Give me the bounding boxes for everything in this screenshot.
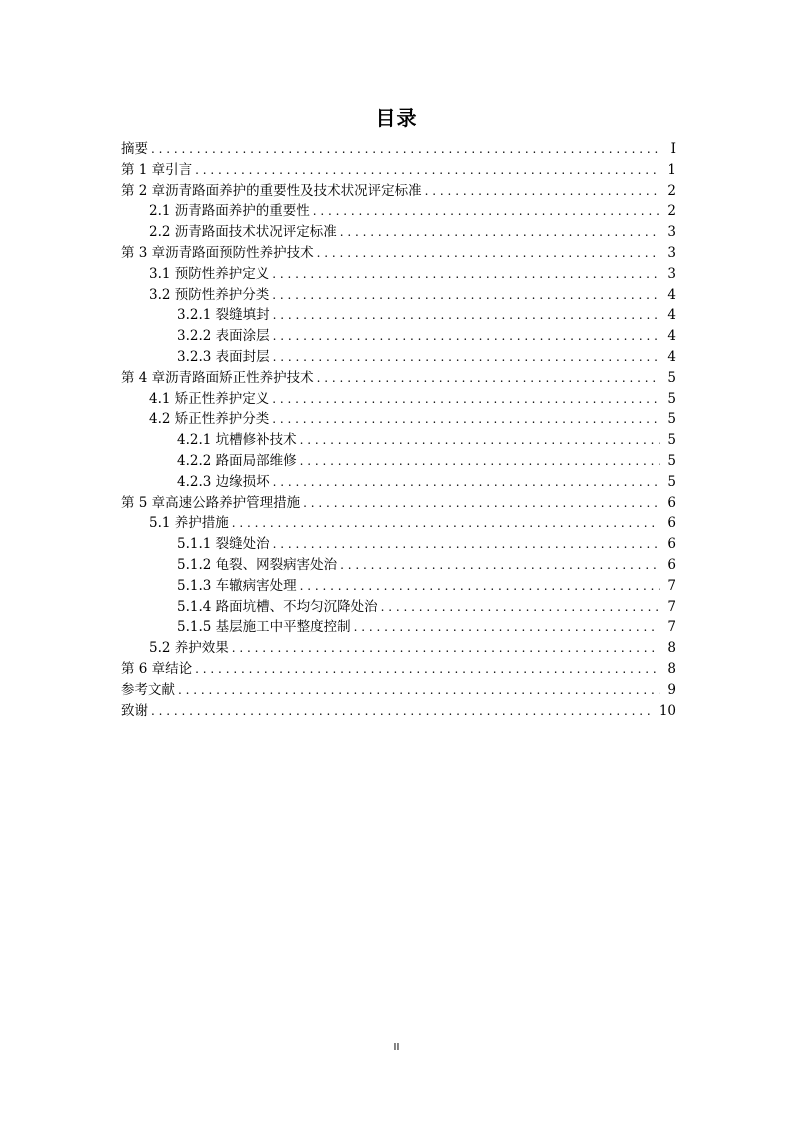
toc-dot-leader [340, 222, 660, 243]
toc-entry-label: 5.1.1 裂缝处治 [177, 536, 270, 553]
toc-entry-page-number: 4 [667, 328, 676, 345]
toc-entry-label: 3.2.1 裂缝填封 [177, 307, 270, 324]
toc-entry-label: 3.1 预防性养护定义 [149, 265, 270, 282]
table-of-contents [121, 139, 676, 721]
toc-dot-leader [232, 638, 660, 659]
toc-entry-label: 4.1 矫正性养护定义 [149, 390, 270, 407]
toc-entry-label: 5.1.2 龟裂、网裂病害处治 [177, 556, 338, 573]
toc-entry[interactable] [121, 326, 676, 347]
toc-dot-leader [273, 326, 660, 347]
page-number: II [393, 1042, 400, 1053]
toc-entry-page-number: 6 [667, 494, 676, 511]
toc-dot-leader [272, 389, 660, 410]
toc-entry-label: 第 2 章沥青路面养护的重要性及技术状况评定标准 [121, 182, 422, 199]
toc-entry-label: 4.2.2 路面局部维修 [177, 452, 297, 469]
toc-entry[interactable] [121, 472, 676, 493]
toc-entry-label: 第 6 章结论 [121, 660, 193, 677]
toc-dot-leader [272, 409, 660, 430]
toc-entry-label: 4.2.1 坑槽修补技术 [177, 432, 297, 449]
toc-entry[interactable] [121, 534, 676, 555]
toc-entry-label: 3.2.2 表面涂层 [177, 328, 270, 345]
toc-entry[interactable] [121, 430, 676, 451]
toc-entry-page-number: 5 [667, 390, 676, 407]
toc-entry-label: 第 1 章引言 [121, 161, 193, 178]
toc-entry[interactable] [121, 617, 676, 638]
toc-dot-leader [300, 451, 660, 472]
toc-entry-label: 第 5 章高速公路养护管理措施 [121, 494, 301, 511]
toc-entry-page-number: 7 [667, 619, 676, 636]
toc-entry-label: 3.2.3 表面封层 [177, 348, 270, 365]
toc-dot-leader [151, 701, 653, 722]
toc-dot-leader [178, 680, 660, 701]
toc-entry-label: 4.2.3 边缘损坏 [177, 473, 270, 490]
toc-entry-label: 5.1.4 路面坑槽、不均匀沉降处治 [177, 598, 378, 615]
toc-entry-label: 第 3 章沥青路面预防性养护技术 [121, 244, 314, 261]
toc-dot-leader [232, 513, 660, 534]
toc-entry[interactable] [121, 597, 676, 618]
toc-entry-page-number: 2 [667, 203, 676, 220]
toc-entry-label: 5.1.5 基层施工中平整度控制 [177, 619, 351, 636]
toc-entry-page-number: 5 [667, 452, 676, 469]
toc-dot-leader [425, 181, 660, 202]
toc-dot-leader [272, 285, 660, 306]
toc-entry[interactable] [121, 576, 676, 597]
toc-entry[interactable] [121, 181, 676, 202]
toc-entry-page-number: 8 [667, 660, 676, 677]
toc-entry-page-number: 10 [658, 702, 676, 719]
toc-entry-label: 5.1.3 车辙病害处理 [177, 577, 297, 594]
toc-entry-page-number: 7 [667, 598, 676, 615]
toc-dot-leader [272, 264, 660, 285]
toc-dot-leader [195, 160, 660, 181]
toc-entry-label: 致谢 [121, 702, 148, 719]
toc-entry-page-number: 6 [667, 556, 676, 573]
toc-dot-leader [273, 305, 660, 326]
toc-entry[interactable] [121, 222, 676, 243]
toc-entry-page-number: 9 [667, 681, 676, 698]
toc-dot-leader [381, 597, 660, 618]
toc-entry[interactable] [121, 305, 676, 326]
toc-entry[interactable] [121, 243, 676, 264]
toc-entry[interactable] [121, 451, 676, 472]
toc-entry-label: 2.2 沥青路面技术状况评定标准 [149, 224, 337, 241]
toc-entry[interactable] [121, 701, 676, 722]
toc-entry-page-number: 5 [667, 432, 676, 449]
toc-entry-page-number: 5 [667, 369, 676, 386]
toc-dot-leader [273, 534, 660, 555]
toc-entry[interactable] [121, 347, 676, 368]
toc-entry-label: 摘要 [121, 141, 148, 157]
toc-entry[interactable] [121, 160, 676, 181]
toc-entry-label: 5.2 养护效果 [149, 640, 229, 657]
toc-dot-leader [195, 659, 660, 680]
toc-entry-page-number: 5 [667, 473, 676, 490]
toc-entry-page-number: 4 [667, 348, 676, 365]
toc-entry[interactable] [121, 264, 676, 285]
toc-dot-leader [317, 243, 660, 264]
toc-entry[interactable] [121, 139, 676, 160]
toc-entry-label: 3.2 预防性养护分类 [149, 286, 270, 303]
toc-entry[interactable] [121, 285, 676, 306]
toc-dot-leader [300, 430, 660, 451]
toc-entry-page-number: 7 [667, 577, 676, 594]
toc-entry-page-number: 4 [667, 307, 676, 324]
toc-entry[interactable] [121, 201, 676, 222]
toc-entry[interactable] [121, 493, 676, 514]
page-title: 目录 [375, 106, 418, 130]
toc-entry-page-number: 6 [667, 515, 676, 532]
toc-entry[interactable] [121, 680, 676, 701]
toc-entry[interactable] [121, 555, 676, 576]
toc-entry-label: 5.1 养护措施 [149, 515, 229, 532]
toc-dot-leader [273, 472, 660, 493]
toc-entry-label: 2.1 沥青路面养护的重要性 [149, 203, 310, 220]
toc-entry-page-number: 8 [667, 640, 676, 657]
toc-dot-leader [300, 576, 660, 597]
toc-dot-leader [317, 368, 660, 389]
toc-dot-leader [354, 617, 660, 638]
toc-entry[interactable] [121, 513, 676, 534]
toc-entry-label: 第 4 章沥青路面矫正性养护技术 [121, 369, 314, 386]
toc-entry-page-number: 5 [667, 411, 676, 428]
toc-entry-page-number: 2 [667, 182, 676, 199]
toc-entry-page-number: 3 [667, 244, 676, 261]
toc-dot-leader [313, 201, 660, 222]
toc-entry[interactable] [121, 409, 676, 430]
toc-entry-page-number: 1 [667, 161, 676, 178]
toc-entry[interactable] [121, 659, 676, 680]
toc-entry-page-number: 4 [667, 286, 676, 303]
toc-entry-label: 4.2 矫正性养护分类 [149, 411, 270, 428]
toc-dot-leader [151, 139, 660, 160]
toc-entry-page-number: 3 [667, 224, 676, 241]
toc-entry[interactable] [121, 389, 676, 410]
toc-entry[interactable] [121, 368, 676, 389]
toc-entry-page-number: 3 [667, 265, 676, 282]
toc-dot-leader [303, 493, 660, 514]
toc-dot-leader [273, 347, 660, 368]
toc-dot-leader [340, 555, 660, 576]
toc-entry-label: 参考文献 [121, 681, 175, 698]
toc-entry-page-number: 6 [667, 536, 676, 553]
toc-entry-page-number: I [670, 141, 676, 157]
toc-entry[interactable] [121, 638, 676, 659]
